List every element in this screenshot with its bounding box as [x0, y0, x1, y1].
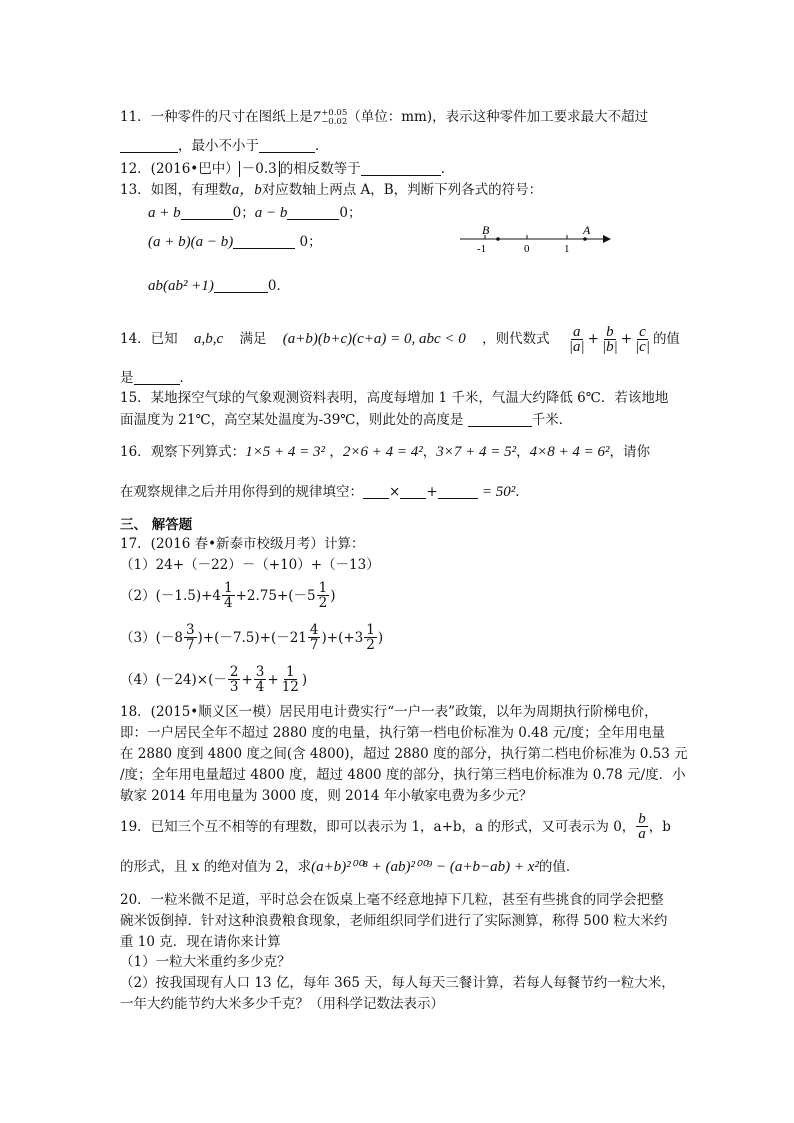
q13-stem: 13．如图，有理数a，b对应数轴上两点 A，B，判断下列各式的符号：	[120, 182, 543, 198]
answer-blank[interactable]	[361, 161, 441, 176]
q15-line2: 面温度为 21℃，高空某处温度为-39℃，则此处的高度是 千米．	[120, 412, 573, 428]
q14-line2: 是 ．	[120, 370, 193, 386]
q13-row1: a + b 0；a − b 0；	[148, 205, 362, 221]
q17-title: 17．(2016 春•新泰市校级月考）计算：	[120, 536, 365, 552]
number-line-figure	[455, 222, 615, 258]
q19-line2: 的形式，且 x 的绝对值为 2，求(a+b)²⁰⁰⁸ + (ab)²⁰⁰⁹ − (a+b−ab) + x²的值．	[120, 859, 580, 875]
q18-line: 即：一户居民全年不超过 2880 度的电量，执行第一档电价标准为 0.48 元/度；全年用电量	[120, 725, 666, 741]
section-heading: 三、 解答题	[120, 517, 193, 533]
point-b-dot	[496, 237, 500, 241]
q16-line2: 在观察规律之后并用你得到的规律填空： × + = 50²．	[120, 484, 529, 500]
q15-line1: 15．某地探空气球的气象观测资料表明，高度每增加 1 千米，气温大约降低 6℃．若该地地	[120, 390, 669, 406]
tick-label-0: 0	[524, 243, 530, 255]
q13-row3: ab(ab² +1) 0．	[148, 278, 290, 294]
arrow-head-icon	[603, 235, 611, 243]
q17-part4: （4）(－24)×(－ $\frac{2}{3}$ + $\frac{3}{4}$ + $\frac{1}{12}$ )	[120, 664, 308, 695]
tick-label-1: 1	[564, 243, 570, 255]
tolerance: +0.05 −0.02	[321, 107, 348, 127]
q20-line: 20．一粒米微不足道，平时总会在饭桌上毫不经意地掉下几粒，甚至有些挑食的同学会把整	[120, 892, 664, 908]
q16-line1: 16．观察下列算式：1×5 + 4 = 3² ，2×6 + 4 = 4²，3×7 + 4 = 5²，4×8 + 4 = 6²，请你	[120, 444, 650, 460]
q17-part3: （3）(－8 $\frac{3}{7}$ )+(－7.5)+(－21 $\frac{4}{7}$ )+(+3 $\frac{1}{2}$ )	[120, 622, 384, 653]
q20-line: （1）一粒大米重约多少克？	[120, 954, 291, 970]
q20-line: （2）按我国现有人口 13 亿，每年 365 天，每人每天三餐计算，若每人每餐节约一粒大米，	[120, 975, 675, 991]
answer-blank[interactable]	[400, 484, 426, 499]
answer-blank[interactable]	[438, 484, 478, 499]
point-b-label: B	[482, 223, 490, 237]
answer-blank[interactable]	[287, 205, 339, 220]
answer-blank[interactable]	[181, 205, 233, 220]
q18-line: 18．(2015•顺义区一模）居民用电计费实行“一户一表”政策，以年为周期执行阶梯电价，	[120, 704, 658, 720]
point-a-dot	[583, 237, 587, 241]
q17-part2: （2）(－1.5)+4 $\frac{1}{4}$ +2.75+(－5 $\frac{1}{2}$ )	[120, 580, 336, 611]
q11-line2: ，最小不小于 ．	[120, 137, 329, 155]
q11-line1: 11．一种零件的尺寸在图纸上是7 +0.05 −0.02 （单位：mm)，表示这种零件加工要求最大不超过	[120, 107, 649, 127]
q18-line: 在 2880 度到 4800 度之间(含 4800)，超过 2880 度的部分，执行第二档电价标准为 0.53 元	[120, 746, 688, 762]
answer-blank[interactable]	[259, 138, 315, 153]
q18-line: /度；全年用电量超过 4800 度，超过 4800 度的部分，执行第三档电价标准为 0.78 元/度．小	[120, 767, 686, 783]
q20-line: 碗米饭倒掉．针对这种浪费粮食现象，老师组织同学们进行了实际测算，称得 500 粒大米约	[120, 913, 668, 929]
answer-blank[interactable]	[468, 412, 532, 427]
q13-row2: (a + b)(a − b) 0；	[148, 234, 322, 250]
point-a-label: A	[583, 223, 591, 237]
answer-blank[interactable]	[233, 234, 295, 249]
q19-line1: 19．已知三个互不相等的有理数，即可以表示为 1，a+b，a 的形式，又可表示为 0， $\frac{b}{a}$ ，b	[120, 811, 671, 842]
q18-line: 敏家 2014 年用电量为 3000 度，则 2014 年小敏家电费为多少元？	[120, 788, 533, 804]
q20-line: 重 10 克．现在请你来计算	[120, 934, 281, 950]
q14-line1: 14．已知 a,b,c 满足 (a+b)(b+c)(c+a) = 0, abc < 0 ，则代数式 $\frac{a}{|a|}$ + $\frac{b}{|b|}$ + $\frac{c}{|c|}$ 的值	[120, 323, 680, 355]
answer-blank[interactable]	[134, 370, 180, 385]
q20-line: 一年大约能节约大米多少千克？（用科学记数法表示）	[120, 996, 444, 1012]
tick-label-minus-1: -1	[477, 243, 487, 255]
answer-blank[interactable]	[120, 138, 178, 153]
answer-blank[interactable]	[214, 278, 268, 293]
q14-expression: $\frac{a}{|a|}$ + $\frac{b}{|b|}$ + $\frac{c}{|c|}$ 的值	[568, 323, 680, 355]
answer-blank[interactable]	[363, 484, 389, 499]
q12: 12．(2016•巴中） －0.3 的相反数等于 ．	[120, 161, 455, 177]
q17-part1: （1）24+（－22）－（+10）+（－13）	[120, 557, 380, 573]
